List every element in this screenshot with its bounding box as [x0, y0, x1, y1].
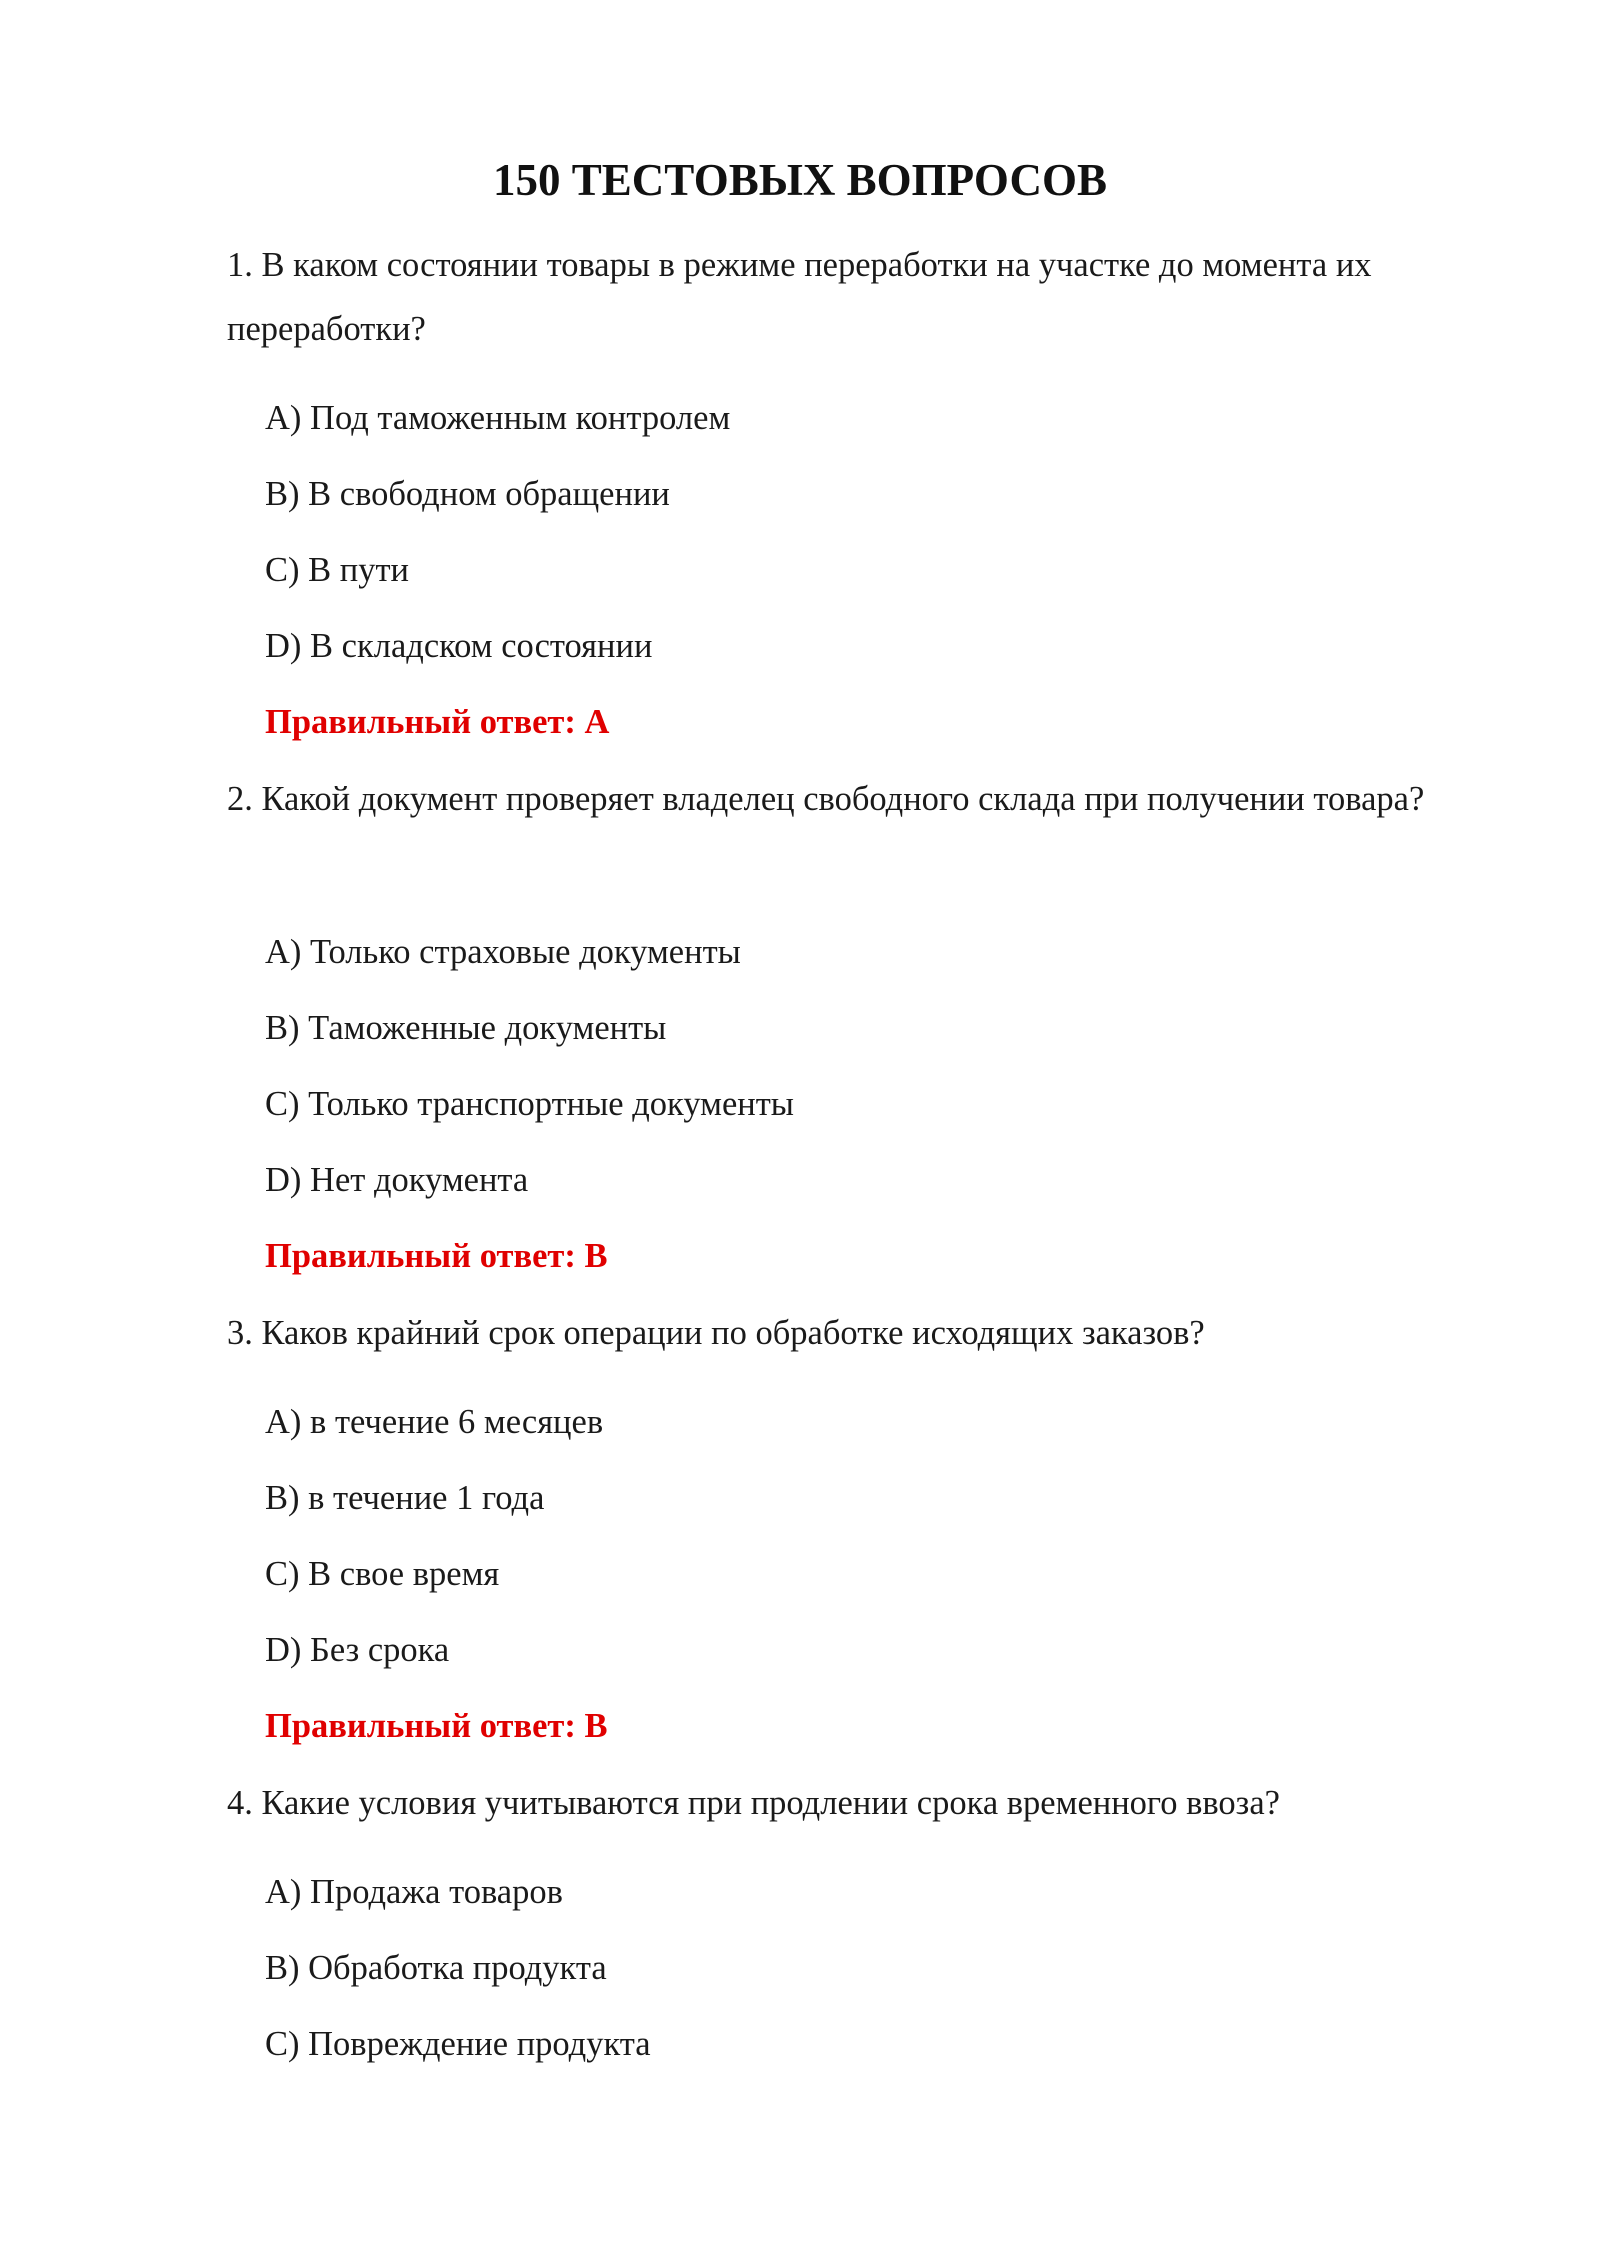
answer-option: A) Под таможенным контролем — [265, 399, 731, 437]
correct-answer: Правильный ответ: A — [265, 703, 610, 741]
answer-option: A) в течение 6 месяцев — [265, 1403, 604, 1441]
answer-option: C) В пути — [265, 551, 410, 589]
question-text: 4. Какие условия учитываются при продлении срока временного ввоза? — [227, 1784, 1280, 1822]
answer-option: B) в течение 1 года — [265, 1479, 545, 1517]
answer-option: D) Без срока — [265, 1631, 450, 1669]
correct-answer: Правильный ответ: B — [265, 1707, 608, 1745]
answer-option: B) В свободном обращении — [265, 475, 670, 513]
answer-option: D) Нет документа — [265, 1161, 529, 1199]
answer-option: A) Продажа товаров — [265, 1873, 563, 1911]
question-text: 2. Какой документ проверяет владелец свободного склада при получении товара? — [227, 780, 1425, 818]
answer-option: C) В свое время — [265, 1555, 500, 1593]
page-title: 150 ТЕСТОВЫХ ВОПРОСОВ — [493, 155, 1107, 205]
question-text: 3. Каков крайний срок операции по обработке исходящих заказов? — [227, 1314, 1205, 1352]
answer-option: D) В складском состоянии — [265, 627, 653, 665]
answer-option: A) Только страховые документы — [265, 933, 741, 971]
question-text: 1. В каком состоянии товары в режиме переработки на участке до момента их переработки? — [227, 246, 1372, 348]
answer-option: C) Только транспортные документы — [265, 1085, 794, 1123]
answer-option: C) Повреждение продукта — [265, 2025, 651, 2063]
answer-option: B) Обработка продукта — [265, 1949, 607, 1987]
answer-option: B) Таможенные документы — [265, 1009, 667, 1047]
correct-answer: Правильный ответ: B — [265, 1237, 608, 1275]
